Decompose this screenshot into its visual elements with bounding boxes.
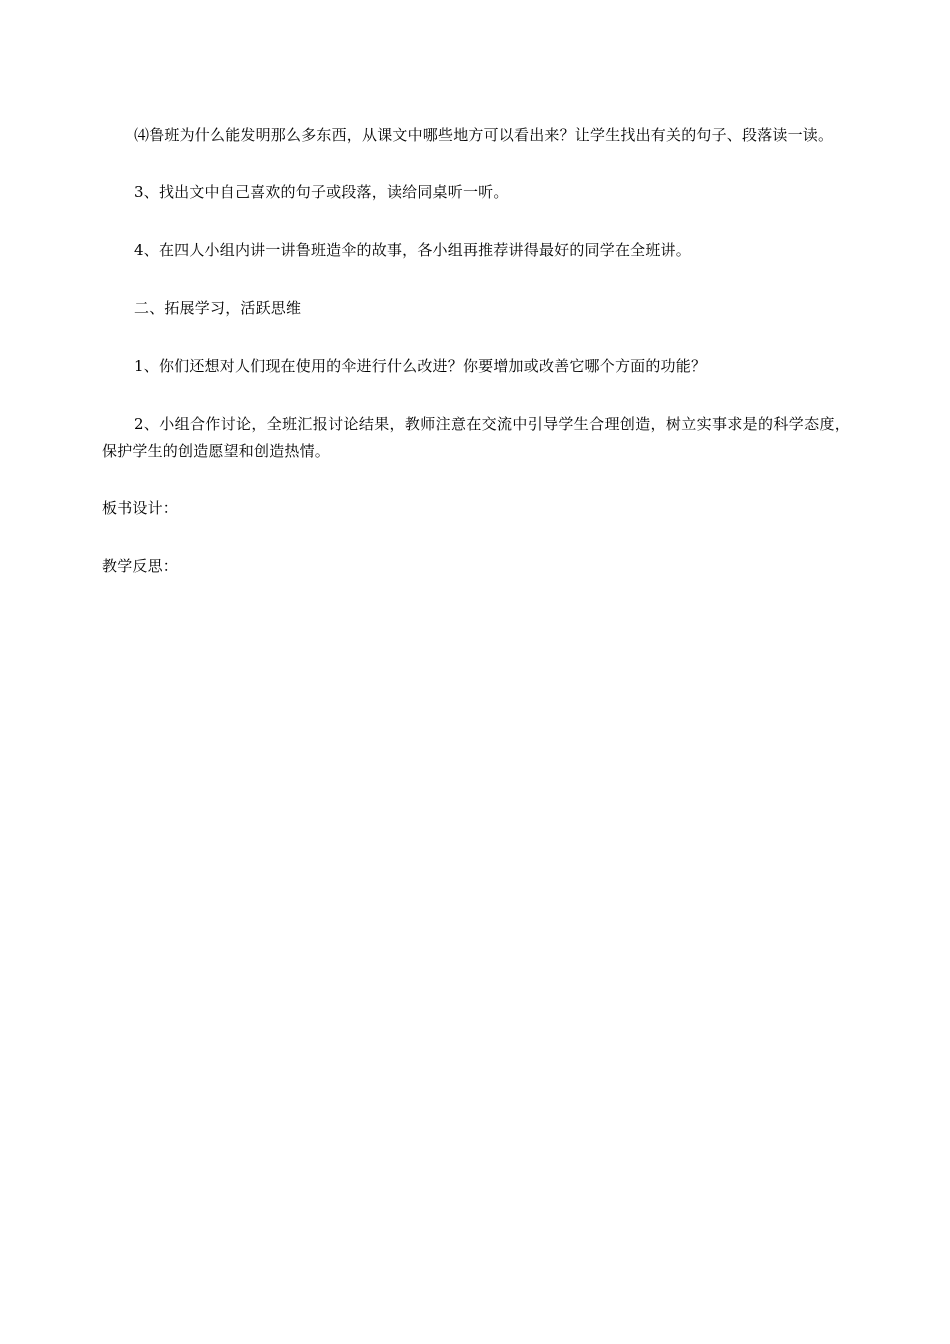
paragraph-question-4: ⑷鲁班为什么能发明那么多东西，从课文中哪些地方可以看出来？让学生找出有关的句子、段落读一读。 xyxy=(134,126,834,144)
teaching-reflection-label: 教学反思： xyxy=(102,557,179,575)
paragraph-extension-1: 1、你们还想对人们现在使用的伞进行什么改进？你要增加或改善它哪个方面的功能？ xyxy=(134,357,707,375)
paragraph-step-3: 3、找出文中自己喜欢的句子或段落，读给同桌听一听。 xyxy=(134,183,509,201)
paragraph-extension-2: 2、小组合作讨论，全班汇报讨论结果，教师注意在交流中引导学生合理创造，树立实事求是的科学态度，保护学生的创造愿望和创造热情。 xyxy=(102,415,850,460)
section-heading-extension: 二、拓展学习，活跃思维 xyxy=(134,299,302,317)
blackboard-design-label: 板书设计： xyxy=(102,499,179,517)
paragraph-step-4: 4、在四人小组内讲一讲鲁班造伞的故事，各小组再推荐讲得最好的同学在全班讲。 xyxy=(134,241,691,259)
document-body xyxy=(102,122,850,580)
